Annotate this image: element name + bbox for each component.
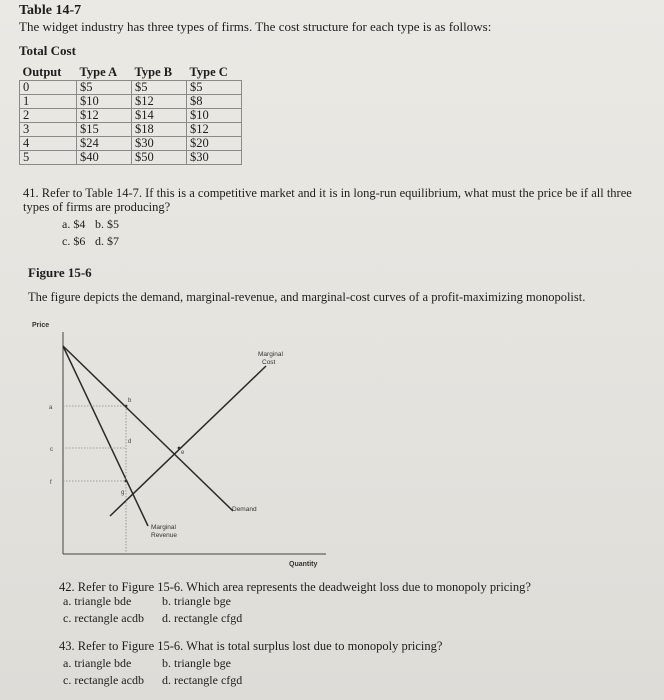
table-row [20, 95, 242, 109]
q43-option-d: d. rectangle cfgd [162, 673, 243, 687]
cell-type-a: $10 [77, 95, 132, 109]
q42-option-a: a. triangle bde [63, 594, 132, 608]
cell-output: 3 [20, 123, 77, 137]
header-output: Output [22, 65, 62, 79]
label-d: d [128, 439, 132, 445]
cell-type-b: $18 [132, 123, 187, 137]
q41-option-a: a. $4 [62, 217, 86, 231]
cost-table-header [20, 64, 242, 81]
label-c: c [50, 447, 53, 453]
cell-type-a: $5 [77, 81, 132, 95]
quantity-axis-label: Quantity [289, 561, 318, 568]
mc-label-line1: Marginal [258, 351, 283, 358]
q42-option-c: c. rectangle acdb [63, 611, 144, 625]
cell-output: 4 [20, 137, 77, 151]
cell-type-c: $12 [187, 123, 242, 137]
cell-type-c: $5 [187, 81, 242, 95]
question-41-text: 41. Refer to Table 14-7. If this is a competitive market and it is in long-run equilibrium, what must the price be if all three [23, 186, 632, 200]
q41-option-d: d. $7 [95, 234, 119, 248]
mr-label-line1: Marginal [151, 524, 176, 531]
question-41-text-continued: types of firms are producing? [23, 200, 171, 214]
marginal-cost-curve [110, 366, 266, 516]
figure-title: Figure 15-6 [28, 265, 92, 280]
table-row [20, 81, 242, 95]
cell-output: 2 [20, 109, 77, 123]
monopoly-graph [30, 318, 330, 580]
point-g [125, 480, 128, 483]
q43-option-b: b. triangle bge [162, 656, 231, 670]
price-axis-label: Price [32, 322, 50, 329]
figure-description: The figure depicts the demand, marginal-revenue, and marginal-cost curves of a profit-maximizing monopolist. [28, 290, 586, 304]
table-row [20, 123, 242, 137]
header-type-a: Type A [79, 65, 118, 79]
label-e: e [181, 450, 185, 456]
cell-output: 5 [20, 151, 77, 165]
cell-type-b: $30 [132, 137, 187, 151]
cell-type-b: $5 [132, 81, 187, 95]
header-type-c: Type C [189, 65, 228, 79]
cell-type-c: $8 [187, 95, 242, 109]
cell-output: 0 [20, 81, 77, 95]
q43-option-c: c. rectangle acdb [63, 673, 144, 687]
demand-label: Demand [232, 506, 257, 513]
axes [63, 332, 326, 554]
question-42-text: 42. Refer to Figure 15-6. Which area represents the deadweight loss due to monopoly pricing? [59, 580, 531, 594]
label-g: g [121, 490, 125, 496]
q41-option-b: b. $5 [95, 217, 119, 231]
cell-type-a: $12 [77, 109, 132, 123]
mc-label-line2: Cost [262, 359, 276, 366]
point-e [178, 447, 181, 450]
question-43-text: 43. Refer to Figure 15-6. What is total surplus lost due to monopoly pricing? [59, 639, 443, 653]
cell-type-c: $10 [187, 109, 242, 123]
table-intro: The widget industry has three types of firms. The cost structure for each type is as follows: [19, 19, 492, 34]
cell-type-b: $12 [132, 95, 187, 109]
cell-type-a: $40 [77, 151, 132, 165]
table-row [20, 109, 242, 123]
table-row [20, 137, 242, 151]
demand-curve [63, 346, 233, 511]
label-b: b [128, 398, 132, 404]
table-row [20, 151, 242, 165]
label-f: f [50, 480, 52, 486]
cell-output: 1 [20, 95, 77, 109]
cell-type-b: $50 [132, 151, 187, 165]
cell-type-c: $20 [187, 137, 242, 151]
label-a: a [49, 405, 53, 411]
mr-label-line2: Revenue [151, 532, 178, 539]
table-title: Table 14-7 [19, 3, 82, 18]
q41-option-c: c. $6 [62, 234, 86, 248]
cell-type-a: $15 [77, 123, 132, 137]
marginal-revenue-curve [63, 346, 148, 526]
cell-type-b: $14 [132, 109, 187, 123]
cell-type-c: $30 [187, 151, 242, 165]
header-type-b: Type B [134, 65, 173, 79]
total-cost-caption: Total Cost [19, 43, 76, 58]
cost-table [19, 64, 242, 165]
q42-option-b: b. triangle bge [162, 594, 231, 608]
point-b [125, 405, 128, 408]
q43-option-a: a. triangle bde [63, 656, 132, 670]
q42-option-d: d. rectangle cfgd [162, 611, 243, 625]
cell-type-a: $24 [77, 137, 132, 151]
